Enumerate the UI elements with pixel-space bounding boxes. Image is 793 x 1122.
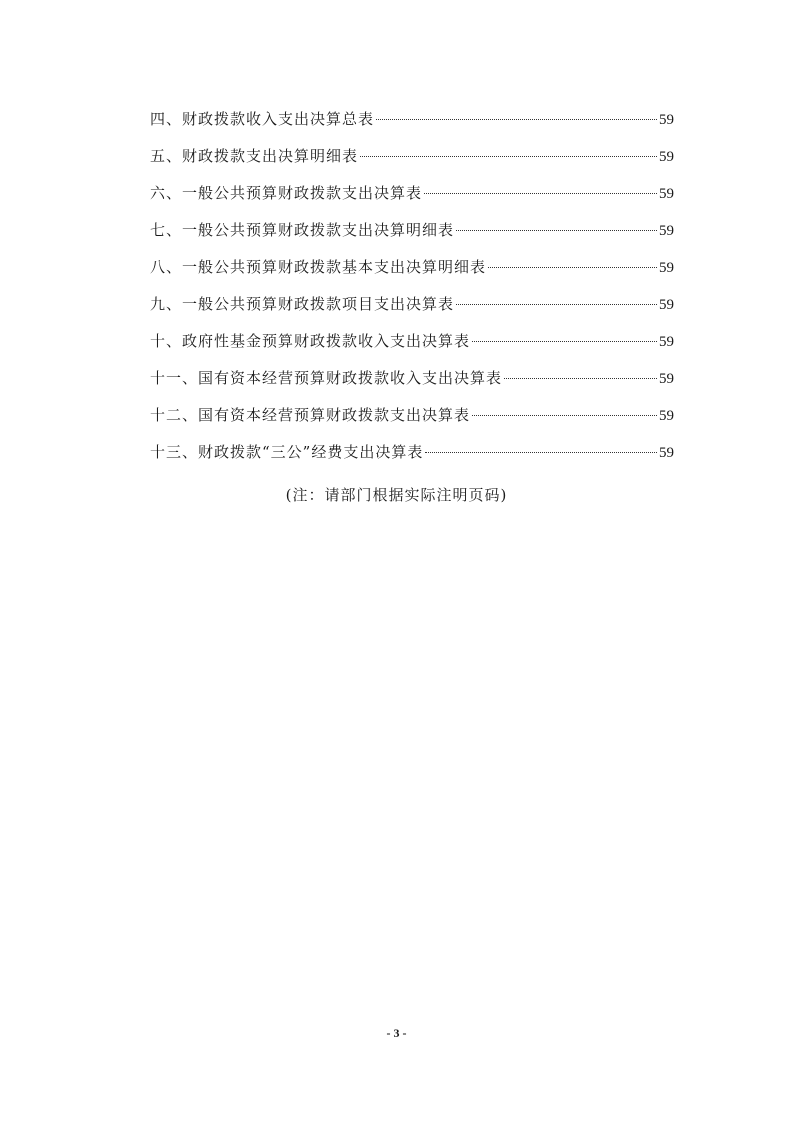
toc-entry-title: 四、财政拨款收入支出决算总表 [150,110,375,128]
toc-entry[interactable] [150,219,674,256]
toc-dot-leader [488,267,657,268]
toc-entry-page: 59 [659,186,674,202]
toc-entry-title: 十二、国有资本经营预算财政拨款支出决算表 [150,406,471,424]
toc-dot-leader [456,304,657,305]
toc-entry-page: 59 [659,112,674,128]
toc-entry[interactable] [150,145,674,182]
toc-entry-page: 59 [659,445,674,461]
toc-entry-page: 59 [659,371,674,387]
toc-dot-leader [376,119,657,120]
toc-entry-page: 59 [659,260,674,276]
toc-entry-title: 十三、财政拨款“三公”经费支出决算表 [150,443,424,461]
toc-entry-page: 59 [659,223,674,239]
toc-entry[interactable] [150,367,674,404]
toc-entry[interactable] [150,108,674,145]
toc-entry-title: 五、财政拨款支出决算明细表 [150,147,359,165]
toc-entry[interactable] [150,441,674,478]
toc-dot-leader [425,452,657,453]
toc-dot-leader [360,156,657,157]
toc-entry-title: 九、一般公共预算财政拨款项目支出决算表 [150,295,455,313]
page-number: - 3 - [386,1026,407,1040]
toc-entry[interactable] [150,182,674,219]
toc-entry[interactable] [150,256,674,293]
toc-dot-leader [504,378,657,379]
table-of-contents [150,108,674,478]
toc-entry-title: 七、一般公共预算财政拨款支出决算明细表 [150,221,455,239]
toc-dot-leader [424,193,657,194]
toc-entry-page: 59 [659,408,674,424]
toc-entry-title: 十一、国有资本经营预算财政拨款收入支出决算表 [150,369,503,387]
toc-entry[interactable] [150,404,674,441]
toc-entry-page: 59 [659,334,674,350]
toc-entry-title: 十、政府性基金预算财政拨款收入支出决算表 [150,332,471,350]
toc-entry-page: 59 [659,297,674,313]
toc-entry[interactable] [150,330,674,367]
toc-dot-leader [472,341,657,342]
toc-entry-title: 六、一般公共预算财政拨款支出决算表 [150,184,423,202]
toc-dot-leader [456,230,657,231]
toc-entry-title: 八、一般公共预算财政拨款基本支出决算明细表 [150,258,487,276]
toc-entry-page: 59 [659,149,674,165]
toc-entry[interactable] [150,293,674,330]
toc-dot-leader [472,415,657,416]
page-number-note: (注：请部门根据实际注明页码) [285,486,508,504]
